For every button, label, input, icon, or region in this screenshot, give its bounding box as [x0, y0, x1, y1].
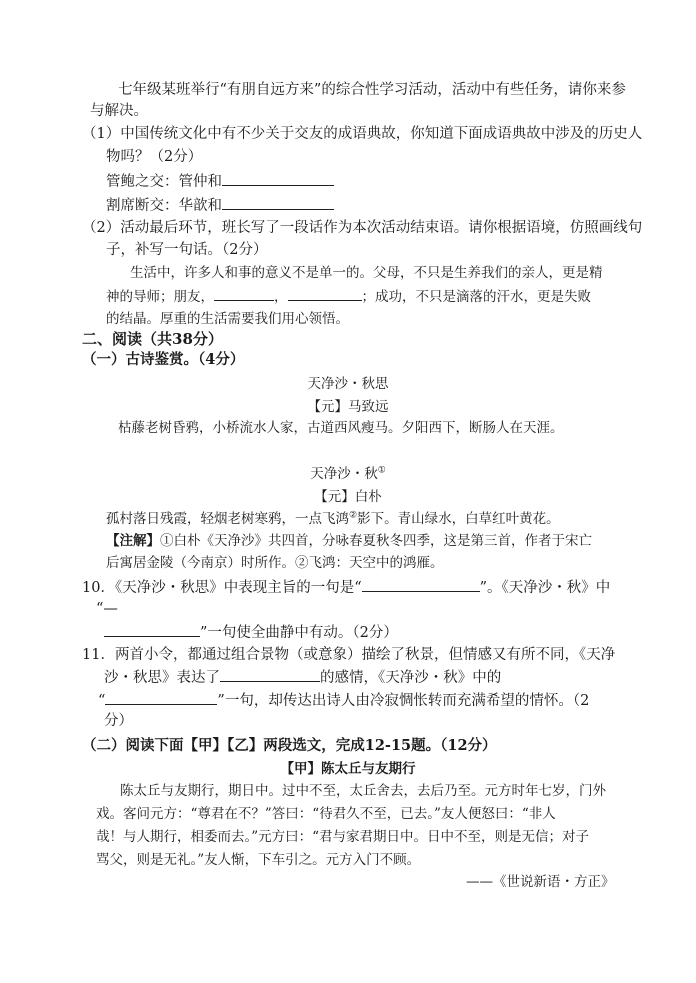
q11-quote-open: “ [98, 693, 106, 709]
q10-line-1 [82, 577, 610, 598]
q2-line-1: （2）活动最后环节，班长写了一段话作为本次活动结束语。请你根据语境，仿照画线句 [82, 220, 643, 236]
poem-2-title [0, 464, 696, 484]
passage-line-3: 哉！与人期行，相委而去。”元方曰：“君与家君期日中。日中不至，则是无信；对子 [96, 829, 590, 845]
q1-answer-b [106, 195, 334, 216]
part-title: （一）古诗鉴赏。（4分） [82, 351, 245, 368]
q10-line-3 [104, 622, 398, 643]
notes-line-1 [106, 531, 592, 551]
poem-2-author: 【元】白朴 [314, 489, 382, 505]
footnote-marker: ② [349, 510, 358, 521]
q1-answer-b-label: 割席断交：华歆和 [106, 198, 222, 214]
q11-text-a: 沙・秋思》表达了 [104, 670, 220, 686]
q2-passage-line-3: 的结晶。厚重的生活需要我们用心领悟。 [106, 311, 349, 327]
q11-line-1: 11．两首小令，都通过组合景物（或意象）描绘了秋景，但情感又有所不同，《天净 [82, 647, 616, 663]
answer-blank[interactable] [105, 690, 217, 705]
notes-line-2: 后寓居金陵（今南京）时所作。②飞鸿：天空中的鸿雁。 [106, 555, 444, 571]
footnote-marker: ① [377, 465, 386, 476]
q11-text-b: 的感情，《天净沙・秋》中的 [320, 670, 502, 686]
poem-1-author: 【元】马致远 [307, 399, 389, 415]
q10-text-b: ”。《天净沙・秋》中 [479, 580, 611, 596]
section-title: 二、阅读（共38分） [82, 330, 223, 348]
answer-blank[interactable] [222, 171, 334, 186]
notes-text: ①白朴《天净沙》共四首，分咏春夏秋冬四季，这是第三首，作者于宋亡 [160, 533, 592, 549]
answer-blank[interactable] [288, 286, 362, 301]
q10-line-2: “— [96, 601, 118, 617]
q11-line-3 [98, 690, 589, 711]
q11-line-2 [104, 667, 501, 688]
part-title: （二）阅读下面【甲】【乙】两段选文，完成12-15题。（12分） [82, 737, 497, 754]
q11-text-c: ”一句，却传达出诗人由冷寂惆怅转而充满希望的情怀。（2 [217, 693, 590, 709]
intro-line-2: 与解决。 [90, 103, 148, 119]
notes-label: 【注解】 [106, 533, 160, 549]
answer-blank[interactable] [362, 577, 480, 592]
q2-passage-line-1: 生活中，许多人和事的意义不是单一的。父母，不只是生养我们的亲人，更是精 [130, 265, 603, 281]
q2-line-2: 子，补写一句话。（2分） [106, 242, 268, 258]
q1-answer-a-label: 管鲍之交：管仲和 [106, 174, 222, 190]
q10-text-a: 10．《天净沙・秋思》中表现主旨的一句是“ [82, 580, 362, 596]
q1-line-1: （1）中国传统文化中有不少关于交友的成语典故，你知道下面成语典故中涉及的历史人 [82, 126, 643, 142]
intro-line-1: 七年级某班举行“有朋自远方来”的综合性学习活动，活动中有些任务，请你来参 [118, 82, 626, 98]
poem-1-text: 枯藤老树昏鸦，小桥流水人家，古道西风瘦马。夕阳西下，断肠人在天涯。 [118, 420, 564, 436]
q1-line-2: 物吗？（2分） [106, 149, 203, 165]
passage-source: ——《世说新语・方正》 [466, 874, 615, 890]
q10-text-c: ”一句使全曲静中有动。（2分） [200, 625, 398, 641]
answer-blank[interactable] [220, 667, 320, 682]
q1-answer-a [106, 171, 334, 192]
poem-1-title: 天净沙・秋思 [307, 376, 389, 392]
passage-title: 【甲】陈太丘与友期行 [280, 761, 416, 777]
poem-2-text [106, 509, 560, 529]
poem-2-title-text: 天净沙・秋 [310, 466, 378, 482]
passage-line-1: 陈太丘与友期行，期日中。过中不至，太丘舍去，去后乃至。元方时年七岁，门外 [120, 783, 606, 799]
answer-blank[interactable] [222, 195, 334, 210]
poem-2-text-a: 孤村落日残霞，轻烟老树寒鸦，一点飞鸿 [106, 511, 349, 527]
passage-line-2: 戏。客问元方：“尊君在不？”答曰：“待君久不至，已去。”友人便怒曰：“非人 [96, 806, 556, 822]
passage-line-4: 骂父，则是无礼。”友人惭，下车引之。元方入门不顾。 [96, 852, 421, 868]
q11-line-4: 分） [104, 713, 133, 729]
q2-passage-line-2 [106, 286, 591, 307]
q2-passage-text: 神的导师；朋友， [106, 289, 214, 305]
q2-passage-text: ；成功，不只是滴落的汗水，更是失败 [361, 289, 591, 305]
answer-blank[interactable] [104, 622, 200, 637]
answer-blank[interactable] [214, 286, 274, 301]
poem-2-text-b: 影下。青山绿水，白草红叶黄花。 [357, 511, 560, 527]
q2-passage-comma: ， [274, 289, 288, 305]
